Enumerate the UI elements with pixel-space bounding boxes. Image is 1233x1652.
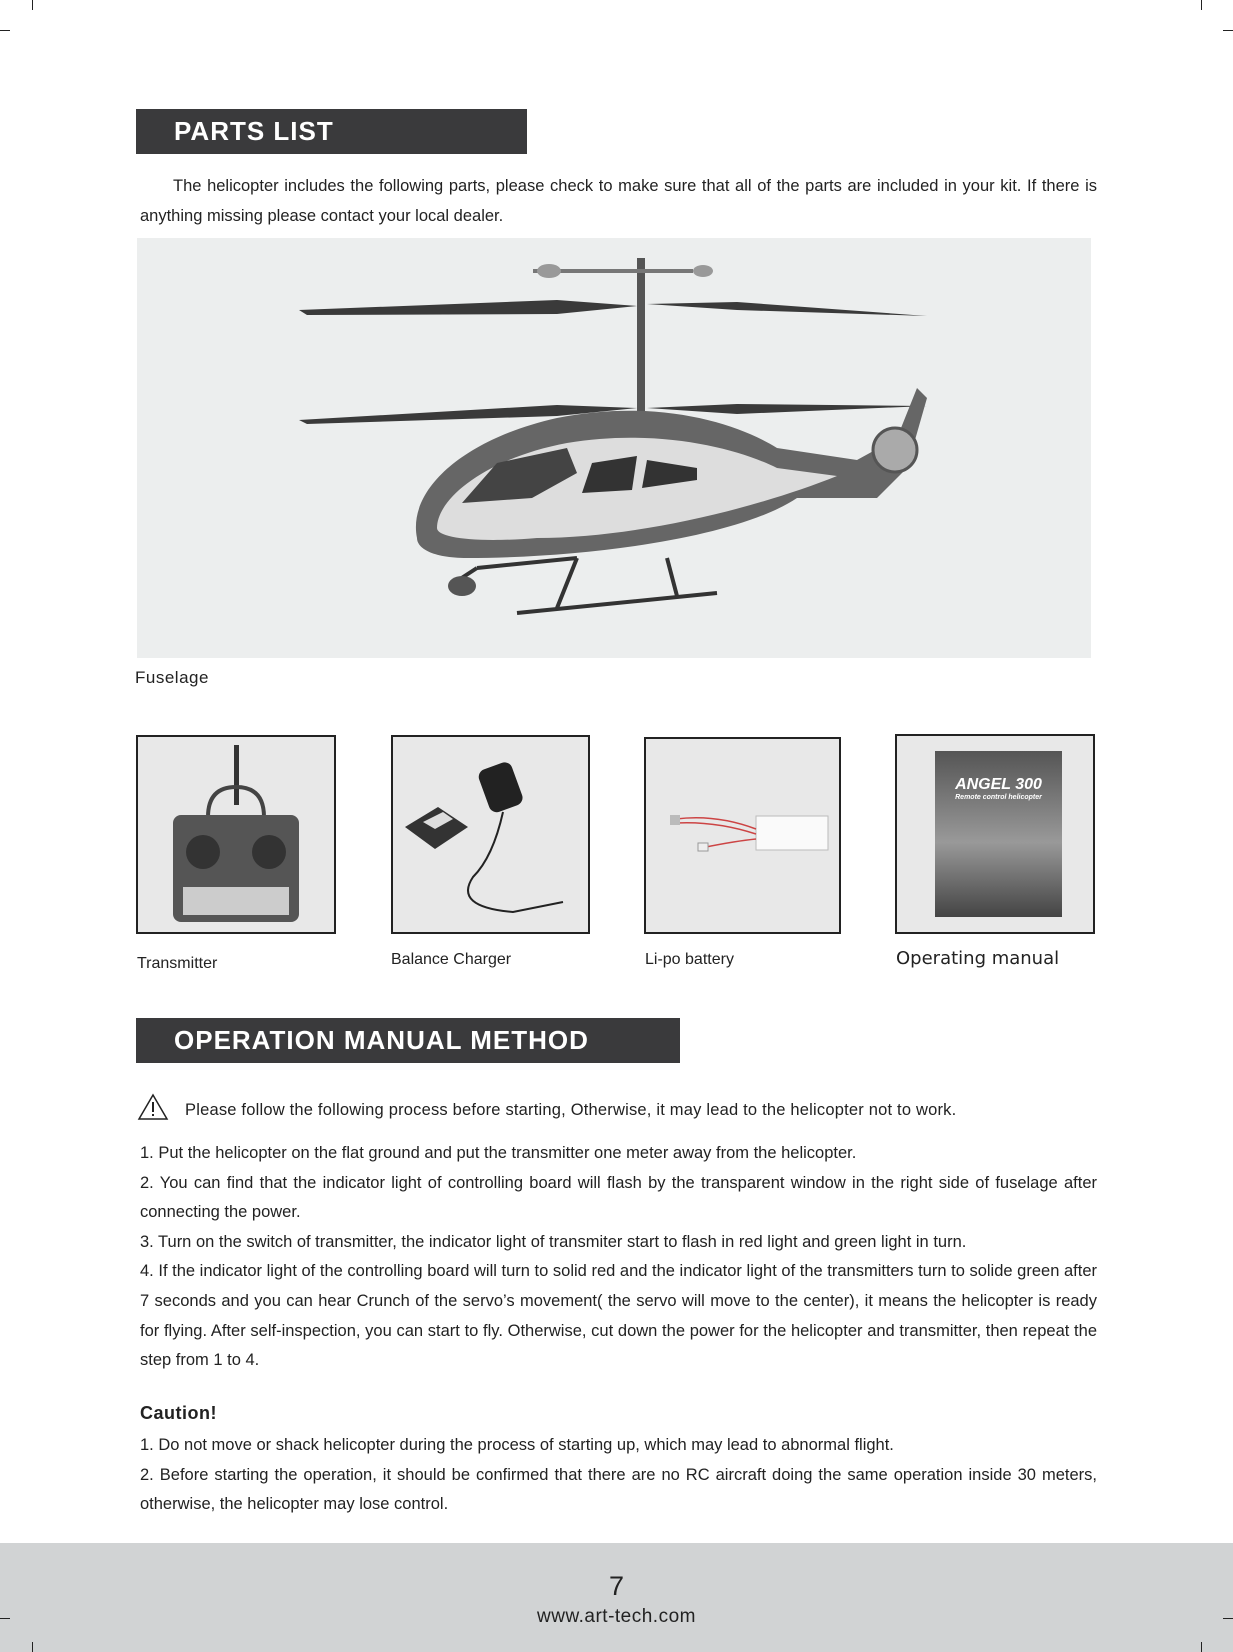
warning-text: Please follow the following process before starting, Otherwise, it may lead to the helicopter not to work. bbox=[185, 1101, 957, 1119]
fuselage-label: Fuselage bbox=[135, 668, 209, 687]
crop-mark bbox=[1223, 30, 1233, 31]
operating-manual-label: Operating manual bbox=[896, 948, 1060, 969]
footer-url: www.art-tech.com bbox=[537, 1606, 696, 1627]
balance-charger-photo bbox=[391, 735, 590, 934]
caution-list bbox=[140, 1431, 1097, 1520]
crop-mark bbox=[1201, 1642, 1202, 1652]
manual-cover bbox=[935, 751, 1062, 917]
footer-band bbox=[0, 1543, 1233, 1652]
transmitter-photo bbox=[136, 735, 336, 934]
transmitter-label: Transmitter bbox=[137, 955, 218, 972]
crop-mark bbox=[1201, 0, 1202, 10]
parts-list-header: PARTS LIST bbox=[136, 109, 527, 154]
steps-list bbox=[140, 1139, 1097, 1376]
operating-manual-photo bbox=[895, 734, 1095, 934]
step: 2. You can find that the indicator light of controlling board will flash by the transparent window in the right side of fuselage after connecting the power. bbox=[140, 1173, 1097, 1222]
step: 4. If the indicator light of the controlling board will turn to solid red and the indicator light of the transmitters turn to solide green after 7 seconds and you can hear Crunch of the servo’s movement( the servo will move to the center), it means the helicopter is ready for flying. After self-inspection, you can start to fly. Otherwise, cut down the power for the helicopter and transmitter, then repeat the step from 1 to 4. bbox=[140, 1262, 1097, 1370]
crop-mark bbox=[0, 30, 10, 31]
manual-cover-title: ANGEL bbox=[955, 776, 1011, 793]
caution-item: 2. Before starting the operation, it should be confirmed that there are no RC aircraft doing the same operation inside 30 meters, otherwise, the helicopter may lose control. bbox=[140, 1465, 1097, 1514]
step: 3. Turn on the switch of transmitter, the indicator light of transmiter start to flash in red light and green light in turn. bbox=[140, 1232, 967, 1251]
step: 1. Put the helicopter on the flat ground and put the transmitter one meter away from the helicopter. bbox=[140, 1144, 857, 1162]
lipo-battery-label: Li-po battery bbox=[645, 951, 734, 968]
crop-mark bbox=[1223, 1618, 1233, 1619]
crop-mark bbox=[32, 1642, 33, 1652]
balance-charger-label: Balance Charger bbox=[391, 951, 512, 968]
caution-title: Caution! bbox=[140, 1403, 217, 1423]
operation-header: OPERATION MANUAL METHOD bbox=[136, 1018, 680, 1063]
crop-mark bbox=[0, 1618, 10, 1619]
fuselage-photo bbox=[137, 238, 1091, 658]
lipo-battery-photo bbox=[644, 737, 841, 934]
warning-icon bbox=[137, 1093, 169, 1121]
manual-cover-model: 300 bbox=[1015, 776, 1042, 793]
crop-mark bbox=[32, 0, 33, 10]
page-number: 7 bbox=[608, 1571, 625, 1601]
caution-item: 1. Do not move or shack helicopter during the process of starting up, which may lead to abnormal flight. bbox=[140, 1436, 894, 1454]
manual-cover-subtitle: Remote control helicopter bbox=[955, 794, 1042, 801]
parts-intro: The helicopter includes the following parts, please check to make sure that all of the parts are included in your kit. If there is anything missing please contact your local dealer. bbox=[140, 177, 1097, 225]
